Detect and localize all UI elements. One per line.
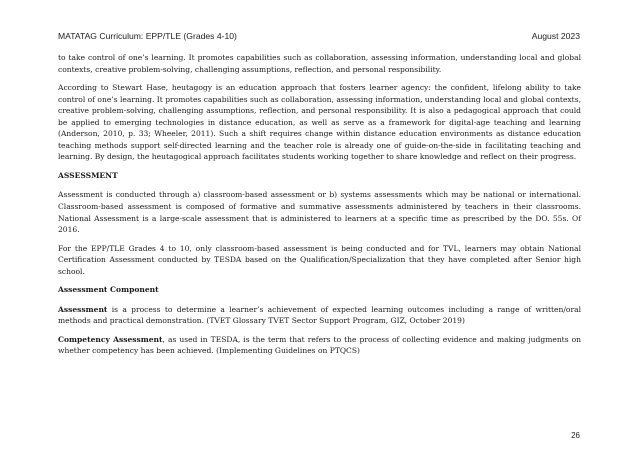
- definition-assessment: is a process to determine a learner’s achievement of expected learning outcomes including a range of written/oral methods and practical demonstration. (TVET Glossary TVET Sector Support Program, GIZ, October 2019): [58, 304, 581, 326]
- term-assessment: Assessment: [58, 304, 108, 314]
- document-date: August 2023: [531, 31, 580, 41]
- section-heading-assessment: ASSESSMENT: [58, 170, 118, 180]
- paragraph-assessment-definition: [58, 304, 581, 327]
- definition-competency-assessment: , as used in TESDA, is the term that refers to the process of collecting evidence and making judgments on whether competency has been achieved. (Implementing Guidelines on PTQCS): [58, 334, 582, 356]
- paragraph-epp-tle: For the EPP/TLE Grades 4 to 10, only classroom-based assessment is being conducted and for TVL, learners may obtain National Certification Assessment conducted by TESDA based on the Qualification/Specialization that they have completed after Senior high school.: [58, 243, 581, 276]
- subheading-assessment-component: Assessment Component: [58, 285, 159, 295]
- document-title: MATATAG Curriculum: EPP/TLE (Grades 4-10): [58, 31, 237, 41]
- document-body: [58, 52, 581, 364]
- paragraph-competency-assessment: [58, 334, 581, 357]
- term-competency-assessment: Competency Assessment: [58, 334, 163, 344]
- paragraph-assessment-types: Assessment is conducted through a) classroom-based assessment or b) systems assessments which may be national or international. Classroom-based assessment is composed of formative and summative assessments administered by teachers in their classrooms. National Assessment is a large-scale assessment that is administered to learners at a specific time as prescribed by the DO. 55s. Of 2016.: [58, 190, 581, 235]
- paragraph-heutagogy: According to Stewart Hase, heutagogy is an education approach that fosters learner agency: the confident, lifelong ability to take control of one’s learning. It promotes capabilities such as collaboration, assessing information, understanding local and global contexts, creative problem-solving, challenging assumptions, reflection, and personal responsibility. It is also a pedagogical approach that could be applied to emerging technologies in distance education, as well as serve as a framework for digital-age teaching and learning (Anderson, 2010, p. 33; Wheeler, 2011). Such a shift requires change within distance education environments as distance education teaching methods support self-directed learning and the teacher role is already one of guide-on-the-side in facilitating teaching and learning. By design, the heutagogical approach facilitates students working together to share knowledge and reflect on their progress.: [58, 83, 581, 162]
- page-number: 26: [571, 431, 580, 440]
- paragraph-continuation: to take control of one’s learning. It promotes capabilities such as collaboration, assessing information, understanding local and global contexts, creative problem-solving, challenging assumptions, reflection, and personal responsibility.: [58, 53, 581, 74]
